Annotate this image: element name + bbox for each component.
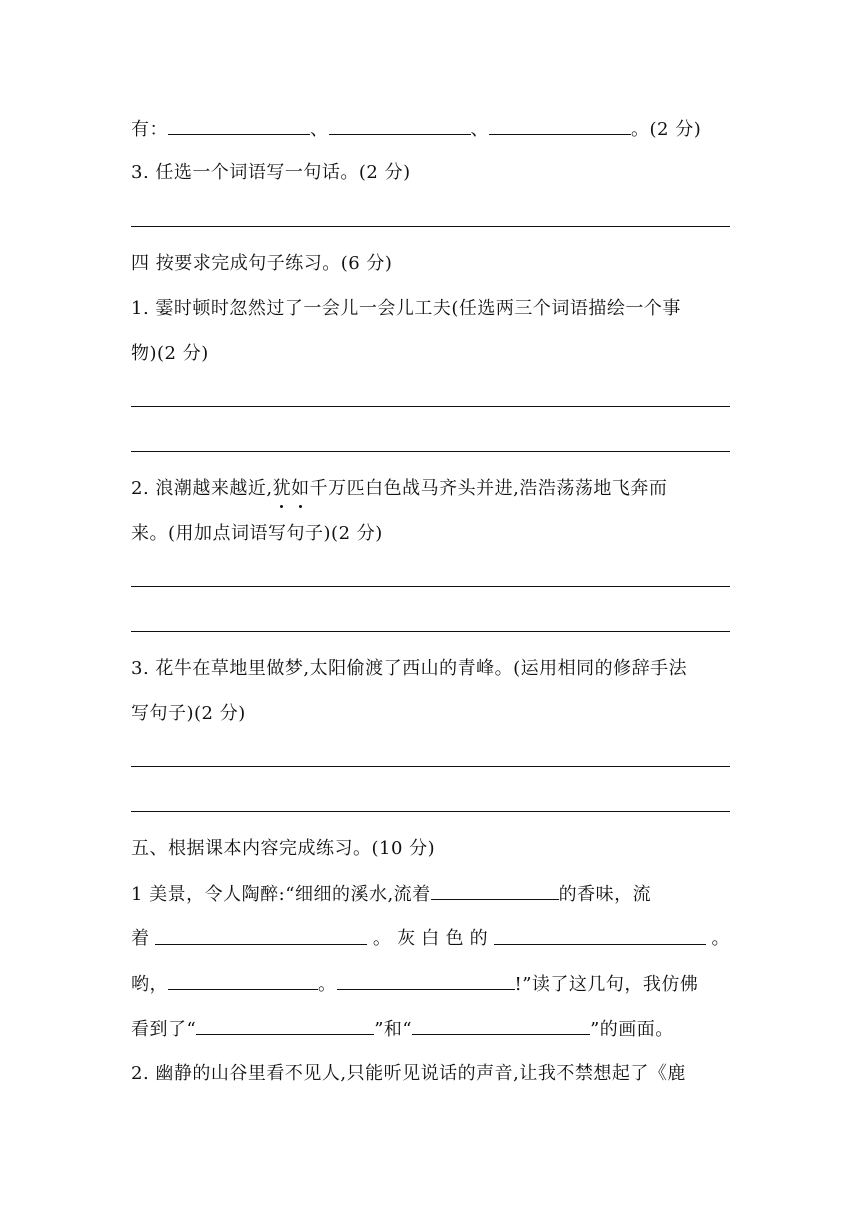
s4-question-3-line-1: 3. 花牛在草地里做梦,太阳偷渡了西山的青峰。(运用相同的修辞手法 — [131, 658, 688, 679]
s4-question-1-line-1: 1. 霎时顿时忽然过了一会儿一会儿工夫(任选两三个词语描绘一个事 — [131, 298, 681, 319]
s4-question-2-line-2: 来。(用加点词语写句子)(2 分) — [131, 523, 383, 544]
answer-blank[interactable] — [196, 1016, 374, 1035]
s4-question-3-line-2: 写句子)(2 分) — [131, 703, 246, 724]
question-3-3: 3. 任选一个词语写一句话。(2 分) — [131, 162, 411, 183]
answer-blank[interactable] — [168, 116, 310, 135]
s4-question-2-line-1: 2. 浪潮越来越近,犹如千万匹白色战马齐头并进,浩浩荡荡地飞奔而 — [131, 476, 731, 502]
answer-rule[interactable] — [131, 631, 730, 632]
q3-2-answer-line: 有： 、 、 。(2 分) — [131, 116, 731, 143]
s5-line-3: 哟， 。 !”读了这几句，我仿佛 — [131, 971, 731, 998]
answer-rule[interactable] — [131, 226, 730, 227]
section-5-title: 五、根据课本内容完成练习。(10 分) — [131, 838, 436, 859]
answer-blank[interactable] — [168, 971, 318, 990]
answer-rule[interactable] — [131, 766, 730, 767]
answer-blank[interactable] — [431, 881, 559, 900]
answer-blank[interactable] — [155, 926, 367, 945]
emphasis-char: 如 — [291, 476, 310, 502]
answer-rule[interactable] — [131, 811, 730, 812]
section-4-title: 四 按要求完成句子练习。(6 分) — [131, 253, 393, 274]
answer-blank[interactable] — [494, 926, 706, 945]
answer-rule[interactable] — [131, 451, 730, 452]
s4-question-1-line-2: 物)(2 分) — [131, 343, 209, 364]
s5-line-4: 看到了“ ”和“ ”的画面。 — [131, 1016, 731, 1043]
answer-blank[interactable] — [489, 116, 631, 135]
emphasis-char: 犹 — [273, 476, 292, 502]
answer-blank[interactable] — [412, 1016, 590, 1035]
s5-question-2-line-1: 2. 幽静的山谷里看不见人,只能听见说话的声音,让我不禁想起了《鹿 — [131, 1063, 686, 1084]
s5-line-2: 着 。 灰 白 色 的 。 — [131, 928, 730, 949]
answer-rule[interactable] — [131, 586, 730, 587]
q3-2-lead: 有： — [131, 119, 168, 140]
answer-blank[interactable] — [337, 971, 515, 990]
answer-blank[interactable] — [329, 116, 471, 135]
s5-line-1: 1 美景，令人陶醉:“细细的溪水,流着 的香味，流 — [131, 881, 731, 908]
answer-rule[interactable] — [131, 406, 730, 407]
